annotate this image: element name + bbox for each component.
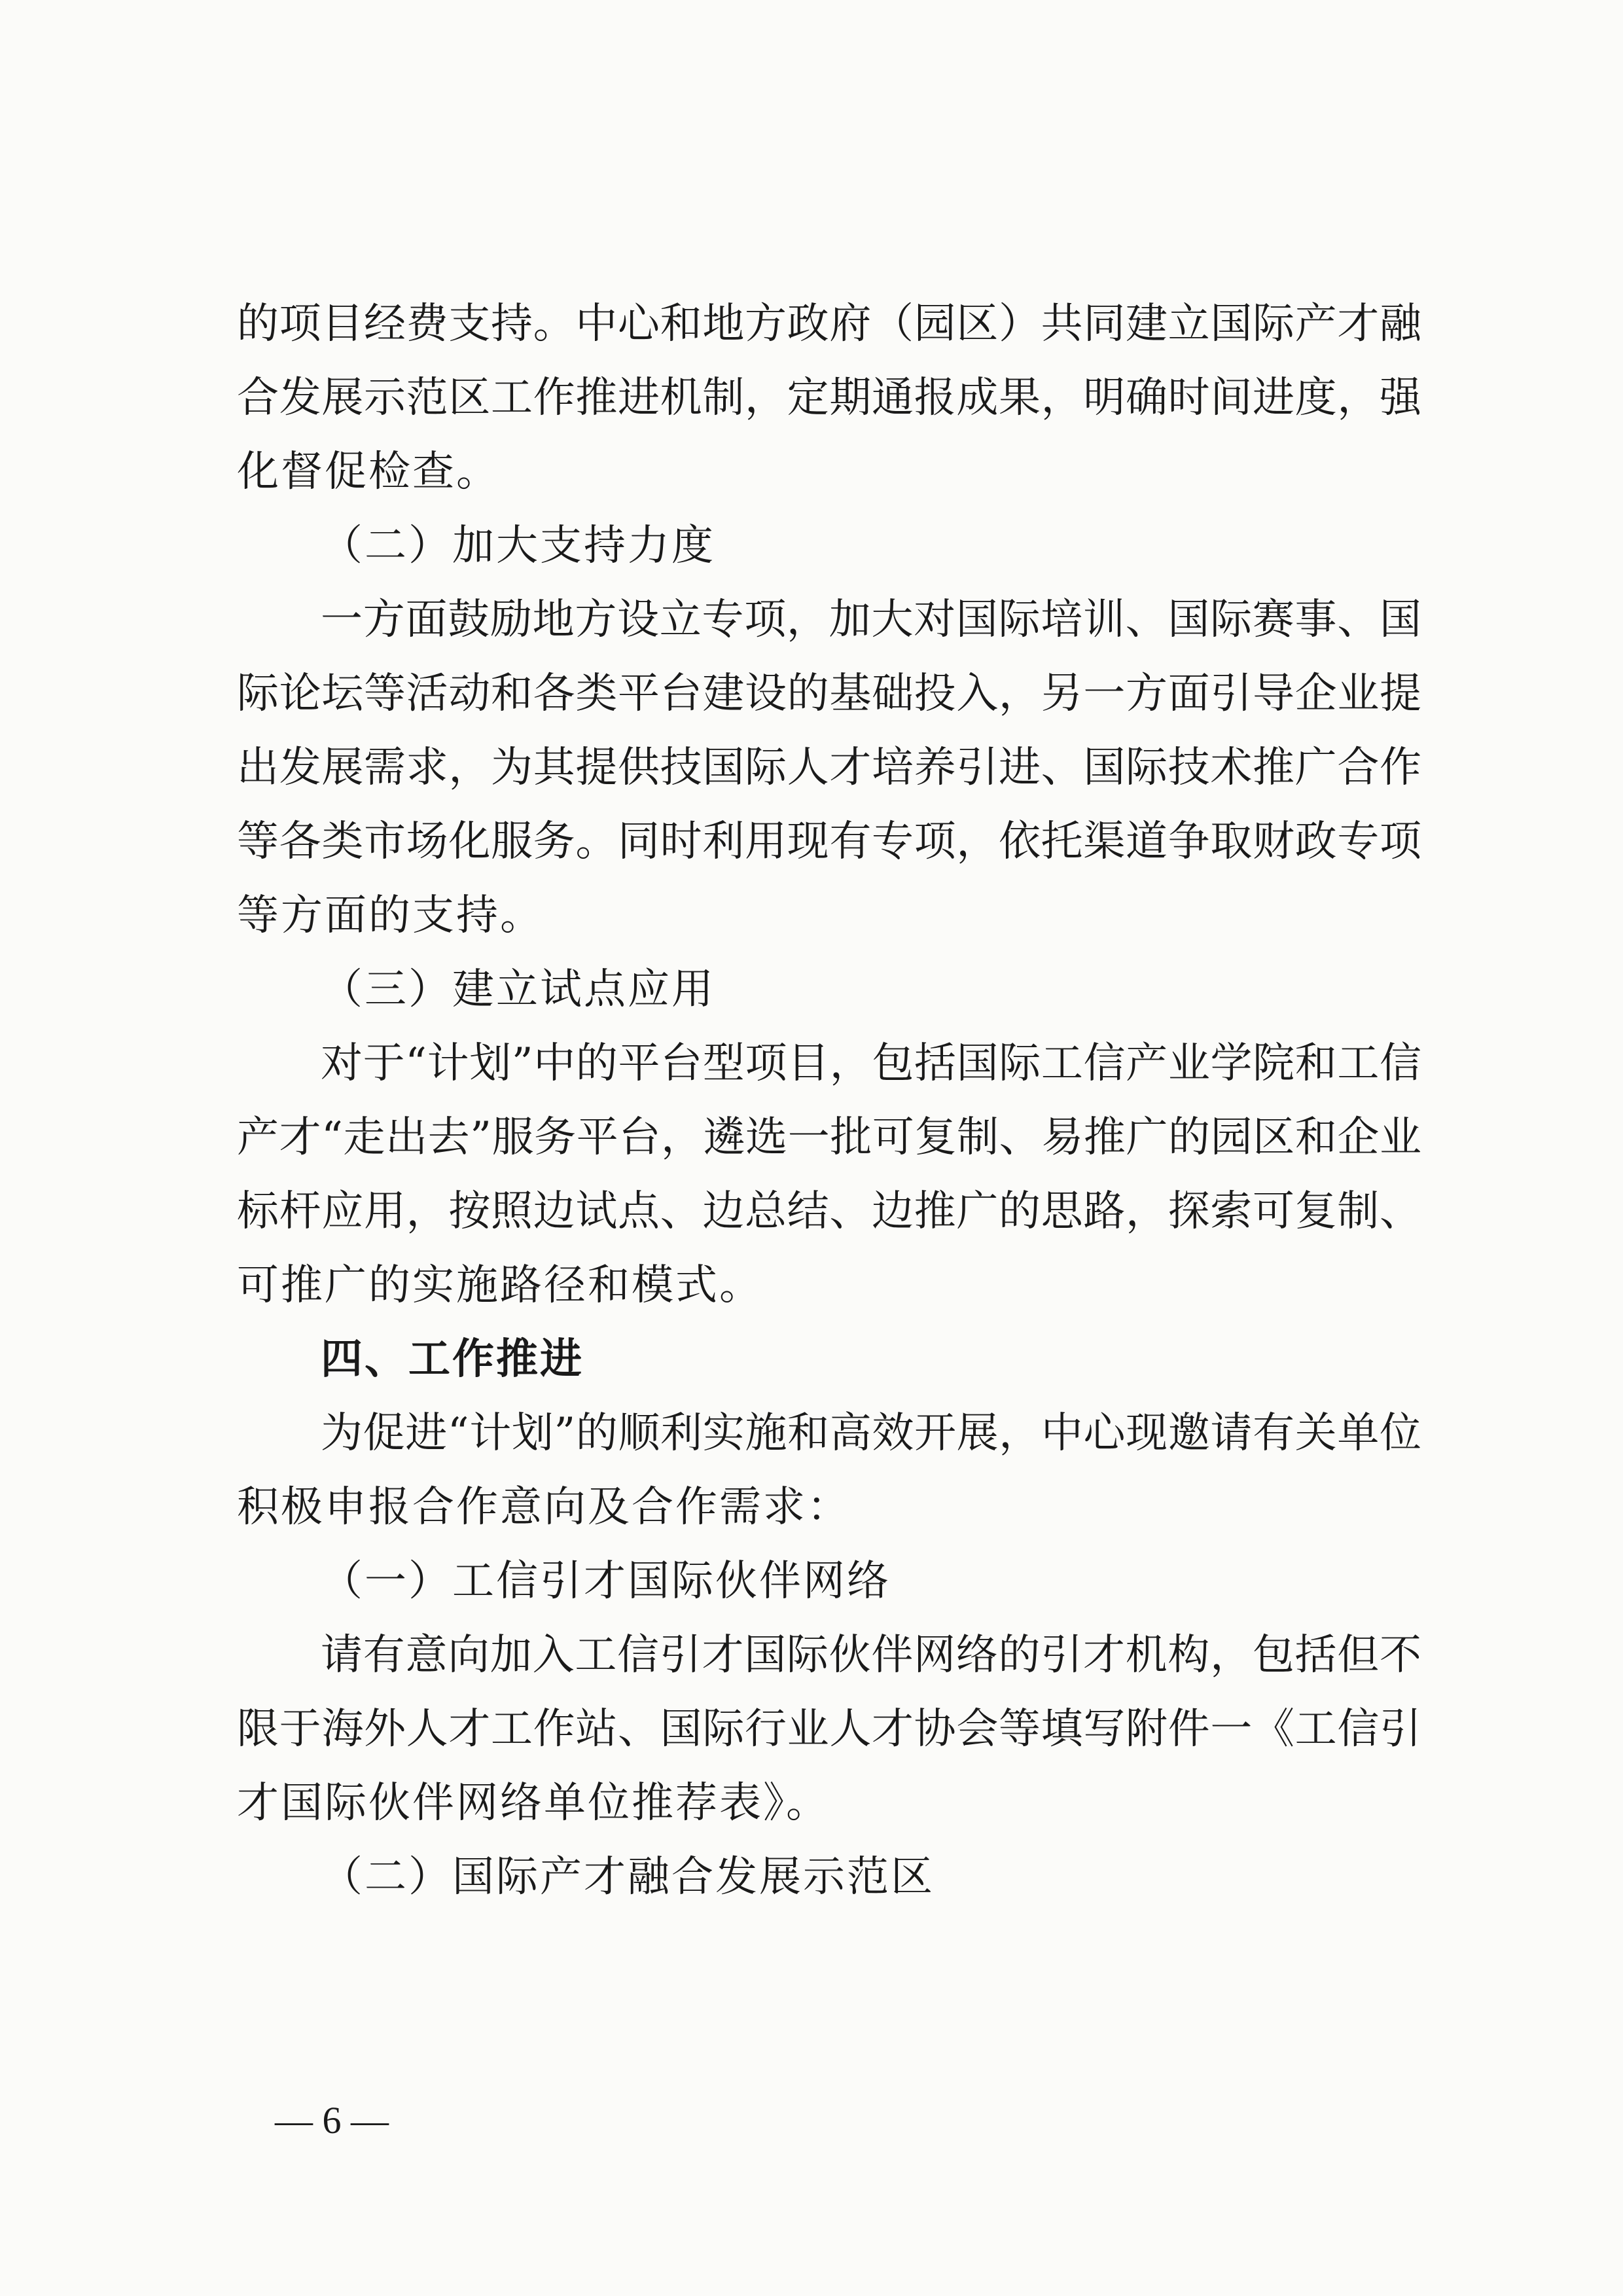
section-subheading: （一）工信引才国际伙伴网络 [321,1557,891,1605]
body-text-line: 化督促检查。 [237,448,500,496]
body-text-line: 为促进“计划”的顺利实施和高效开展，中心现邀请有关单位 [321,1409,1421,1458]
body-text-line: 等方面的支持。 [237,891,544,940]
page-number: — 6 — [275,2099,389,2142]
body-text-line: 一方面鼓励地方设立专项，加大对国际培训、国际赛事、国 [321,596,1421,644]
body-text-line: 积极申报合作意向及合作需求： [237,1483,851,1532]
body-text-line: 才国际伙伴网络单位推荐表》。 [237,1779,830,1827]
body-text-line: 际论坛等活动和各类平台建设的基础投入，另一方面引导企业提 [237,670,1421,718]
body-text-line: 合发展示范区工作推进机制，定期通报成果，明确时间进度，强 [237,374,1421,422]
body-text-line: 等各类市场化服务。同时利用现有专项，依托渠道争取财政专项 [237,817,1421,866]
body-text-line: 请有意向加入工信引才国际伙伴网络的引才机构，包括但不 [321,1631,1421,1679]
body-text-line: 限于海外人才工作站、国际行业人才协会等填写附件一《工信引 [237,1705,1421,1753]
section-subheading: （二）加大支持力度 [321,522,715,570]
section-subheading: （二）国际产才融合发展示范区 [321,1853,935,1901]
body-text-line: 出发展需求，为其提供技国际人才培养引进、国际技术推广合作 [237,744,1421,792]
body-text-line: 对于“计划”中的平台型项目，包括国际工信产业学院和工信 [321,1039,1421,1088]
body-text-line: 标杆应用，按照边试点、边总结、边推广的思路，探索可复制、 [237,1187,1421,1236]
body-text-line: 的项目经费支持。中心和地方政府（园区）共同建立国际产才融 [237,300,1421,348]
section-subheading: （三）建立试点应用 [321,965,715,1014]
body-text-line: 产才“走出去”服务平台，遴选一批可复制、易推广的园区和企业 [237,1113,1421,1162]
body-text-line: 可推广的实施路径和模式。 [237,1261,763,1310]
section-heading: 四、工作推进 [321,1335,584,1384]
